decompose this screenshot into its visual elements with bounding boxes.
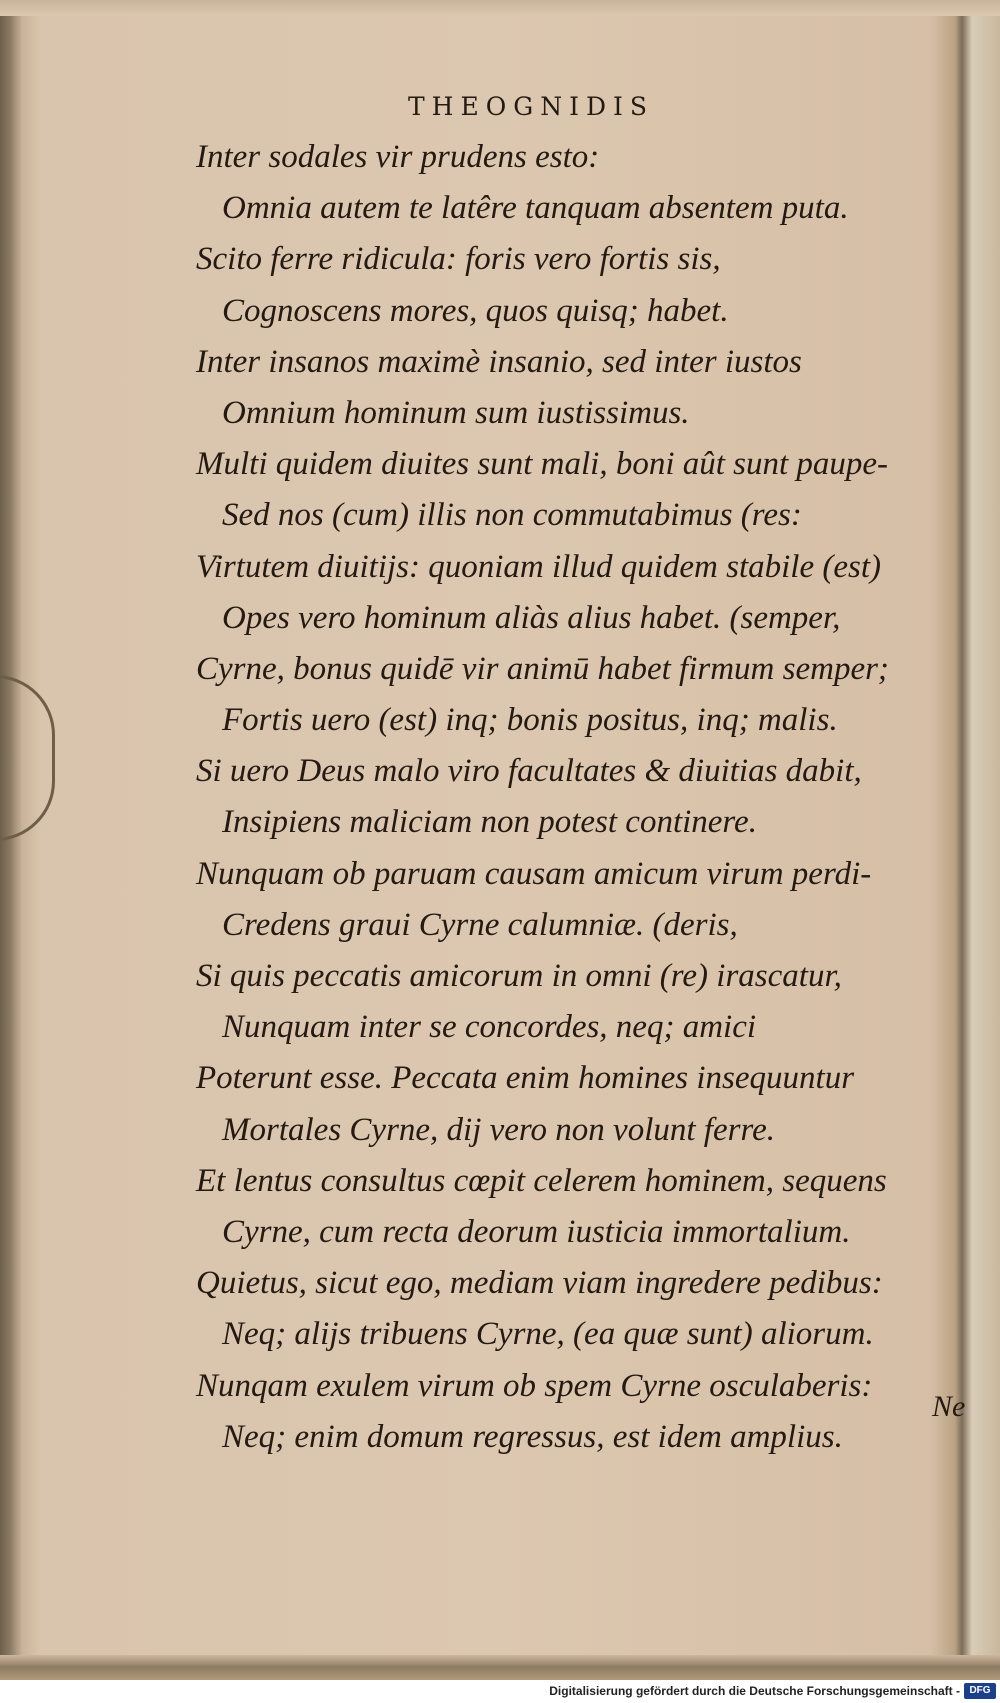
verse-line: Omnium hominum sum iustissimus. <box>222 394 690 431</box>
verse-line: Nunqam exulem virum ob spem Cyrne osculaberis: <box>196 1367 873 1404</box>
verse-line: Si quis peccatis amicorum in omni (re) irascatur, <box>196 958 842 994</box>
page-top-edge <box>0 0 1000 16</box>
catchword: Ne <box>932 1390 966 1423</box>
verse-line: Et lentus consultus cœpit celerem hominem, sequens <box>196 1162 887 1199</box>
verse-block <box>40 132 960 1463</box>
verse-line: Omnia autem te latêre tanquam absentem puta. <box>222 190 849 227</box>
verse-line: Fortis uero (est) inq; bonis positus, inq; malis. <box>222 702 838 739</box>
verse-line: Virtutem diuitijs: quoniam illud quidem stabile (est) <box>196 548 881 585</box>
page-bottom-edge <box>0 1655 1000 1680</box>
verse-line: Credens graui Cyrne calumniæ. (deris, <box>222 906 738 943</box>
verse-line: Mortales Cyrne, dij vero non volunt ferre. <box>222 1111 775 1148</box>
verse-line: Sed nos (cum) illis non commutabimus (res: <box>222 497 802 534</box>
verse-line: Poterunt esse. Peccata enim homines insequuntur <box>196 1060 855 1097</box>
verse-line: Inter insanos maximè insanio, sed inter iustos <box>196 343 802 380</box>
verse-line: Neq; alijs tribuens Cyrne, (ea quæ sunt) aliorum. <box>222 1316 874 1353</box>
footer-credit: Digitalisierung gefördert durch die Deutsche Forschungsgemeinschaft - <box>549 1684 960 1698</box>
running-header: THEOGNIDIS <box>408 92 654 121</box>
dfg-logo: DFG <box>964 1683 996 1699</box>
verse-line: Scito ferre ridicula: foris vero fortis sis, <box>196 241 721 278</box>
verse-line: Opes vero hominum aliàs alius habet. (semper, <box>222 599 841 636</box>
verse-line: Nunquam inter se concordes, neq; amici <box>222 1009 757 1046</box>
verse-line: Cyrne, bonus quidē vir animū habet firmum semper; <box>196 650 889 687</box>
verse-line: Inter sodales vir prudens esto: <box>196 139 600 175</box>
verse-line: Cyrne, cum recta deorum iusticia immortalium. <box>222 1213 851 1250</box>
verse-line: Multi quidem diuites sunt mali, boni aût sunt paupe- <box>196 446 889 483</box>
digitization-footer <box>0 1680 1000 1703</box>
verse-line: Nunquam ob paruam causam amicum virum perdi- <box>196 855 872 892</box>
book-page <box>40 20 966 1650</box>
verse-line: Insipiens maliciam non potest continere. <box>222 804 757 841</box>
verse-line: Neq; enim domum regressus, est idem amplius. <box>222 1418 843 1455</box>
verse-line: Quietus, sicut ego, mediam viam ingredere pedibus: <box>196 1265 883 1302</box>
verse-line: Cognoscens mores, quos quisq; habet. <box>222 292 729 329</box>
verse-line: Si uero Deus malo viro facultates & diuitias dabit, <box>196 753 862 790</box>
